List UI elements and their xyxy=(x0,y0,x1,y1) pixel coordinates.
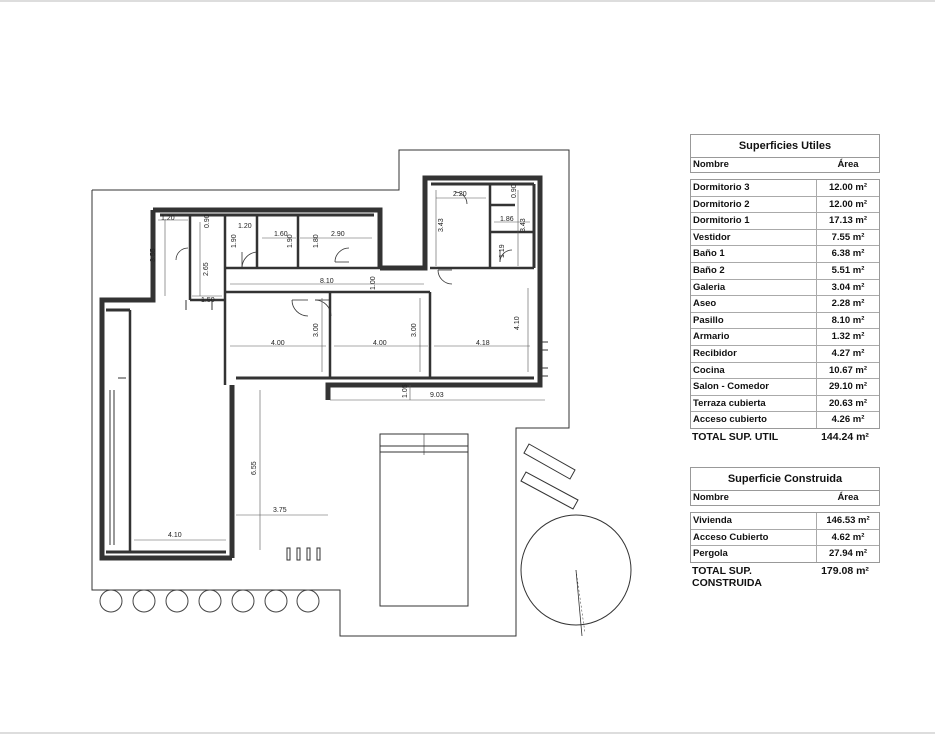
built-area-title: Superficie Construida xyxy=(690,467,880,491)
round-table xyxy=(521,515,631,636)
row-area: 29.10 m² xyxy=(816,379,879,395)
row-area: 12.00 m² xyxy=(816,197,879,213)
row-area: 3.04 m² xyxy=(816,280,879,296)
row-name: Pasillo xyxy=(693,314,724,326)
table-row xyxy=(691,280,879,297)
dim-label: 2.20 xyxy=(453,191,467,198)
row-area: 2.28 m² xyxy=(816,296,879,312)
table-row xyxy=(691,363,879,380)
useful-area-header xyxy=(690,158,880,173)
row-area: 4.27 m² xyxy=(816,346,879,362)
row-name: Salon - Comedor xyxy=(693,381,770,393)
table-row xyxy=(691,213,879,230)
dim-label: 1.20 xyxy=(238,223,252,230)
useful-area-title: Superficies Utiles xyxy=(690,134,880,158)
total-value: 144.24 m² xyxy=(821,430,869,443)
row-name: Acceso Cubierto xyxy=(693,531,769,543)
dim-label: 6.55 xyxy=(251,461,258,475)
dim-label: 1.00 xyxy=(370,276,377,290)
dim-label: 3.43 xyxy=(438,218,445,232)
column-area-header: Área xyxy=(837,492,859,503)
row-area: 8.10 m² xyxy=(816,313,879,329)
dimension-lines xyxy=(134,190,545,550)
sun-loungers xyxy=(521,444,578,509)
row-name: Armario xyxy=(693,331,730,343)
total-label: TOTAL SUP. UTIL xyxy=(692,430,779,443)
row-name: Baño 1 xyxy=(693,248,725,260)
row-area: 17.13 m² xyxy=(816,213,879,229)
total-value: 179.08 m² xyxy=(821,564,869,577)
dim-label: 4.10 xyxy=(514,316,521,330)
useful-area-table xyxy=(690,134,880,443)
dim-label: 4.00 xyxy=(373,340,387,347)
dim-label: 3.75 xyxy=(273,507,287,514)
row-name: Vestidor xyxy=(693,231,731,243)
dimension-labels xyxy=(150,184,527,539)
column-name-header: Nombre xyxy=(693,492,729,503)
row-area: 4.26 m² xyxy=(816,412,879,428)
dim-label: 3.43 xyxy=(520,218,527,232)
dim-label: 4.00 xyxy=(271,340,285,347)
dim-label: 1.86 xyxy=(500,216,514,223)
dim-label: 8.10 xyxy=(320,278,334,285)
built-area-total xyxy=(690,565,880,589)
table-row xyxy=(691,197,879,214)
table-row xyxy=(691,313,879,330)
table-row xyxy=(691,530,879,547)
useful-area-total xyxy=(690,431,880,443)
row-name: Dormitorio 3 xyxy=(693,182,750,193)
dim-label: 3.00 xyxy=(411,323,418,337)
row-name: Dormitorio 1 xyxy=(693,215,750,227)
exterior-walls xyxy=(102,178,540,558)
row-area: 10.67 m² xyxy=(816,363,879,379)
dim-label: 9.03 xyxy=(430,392,444,399)
row-name: Baño 2 xyxy=(693,264,725,276)
row-area: 6.38 m² xyxy=(816,246,879,262)
dim-label: 4.10 xyxy=(168,532,182,539)
row-area: 7.55 m² xyxy=(816,230,879,246)
column-area-header: Área xyxy=(837,159,859,170)
row-area: 1.32 m² xyxy=(816,329,879,345)
row-area: 4.62 m² xyxy=(816,530,879,546)
row-area: 20.63 m² xyxy=(816,396,879,412)
table-row xyxy=(691,329,879,346)
dim-label: 1.50 xyxy=(201,297,215,304)
table-row xyxy=(691,379,879,396)
built-area-rows xyxy=(690,512,880,563)
dim-label: 3.00 xyxy=(313,323,320,337)
dim-label: 1.20 xyxy=(161,215,175,222)
row-name: Aseo xyxy=(693,298,717,310)
dim-label: 0.90 xyxy=(511,184,518,198)
entrance-steps xyxy=(287,548,320,560)
table-row xyxy=(691,230,879,247)
useful-area-rows xyxy=(690,179,880,429)
row-name: Terraza cubierta xyxy=(693,397,766,409)
row-name: Vivienda xyxy=(693,515,732,526)
row-name: Pergola xyxy=(693,548,728,560)
table-row xyxy=(691,412,879,428)
dim-label: 1.19 xyxy=(499,244,506,258)
dim-label: 1.05 xyxy=(402,384,409,398)
total-label: TOTAL SUP. CONSTRUIDA xyxy=(692,564,762,589)
table-row xyxy=(691,263,879,280)
swimming-pool xyxy=(380,434,468,606)
table-row xyxy=(691,346,879,363)
dim-label: 2.90 xyxy=(331,231,345,238)
built-area-header xyxy=(690,491,880,506)
dim-label: 2.65 xyxy=(203,262,210,276)
row-area: 5.51 m² xyxy=(816,263,879,279)
dim-label: 3.55 xyxy=(150,248,157,262)
row-name: Dormitorio 2 xyxy=(693,198,750,210)
table-row xyxy=(691,296,879,313)
table-row xyxy=(691,546,879,562)
dim-label: 1.80 xyxy=(313,234,320,248)
table-row xyxy=(691,246,879,263)
dim-label: 0.90 xyxy=(204,214,211,228)
exterior-walls-detail xyxy=(106,184,534,552)
interior-walls xyxy=(130,184,534,552)
dim-label: 1.90 xyxy=(231,234,238,248)
built-area-table xyxy=(690,467,880,589)
table-row xyxy=(691,513,879,530)
row-name: Recibidor xyxy=(693,347,737,359)
column-name-header: Nombre xyxy=(693,159,729,170)
table-row xyxy=(691,396,879,413)
dim-label: 4.18 xyxy=(476,340,490,347)
row-name: Galeria xyxy=(693,281,726,293)
table-row xyxy=(691,180,879,197)
dim-label: 1.90 xyxy=(287,234,294,248)
row-name: Cocina xyxy=(693,364,725,376)
row-area: 12.00 m² xyxy=(816,180,879,196)
row-name: Acceso cubierto xyxy=(693,414,767,426)
shrubs xyxy=(100,590,319,612)
row-area: 146.53 m² xyxy=(816,513,879,529)
dim-label: 1.60 xyxy=(274,231,288,238)
row-area: 27.94 m² xyxy=(816,546,879,562)
